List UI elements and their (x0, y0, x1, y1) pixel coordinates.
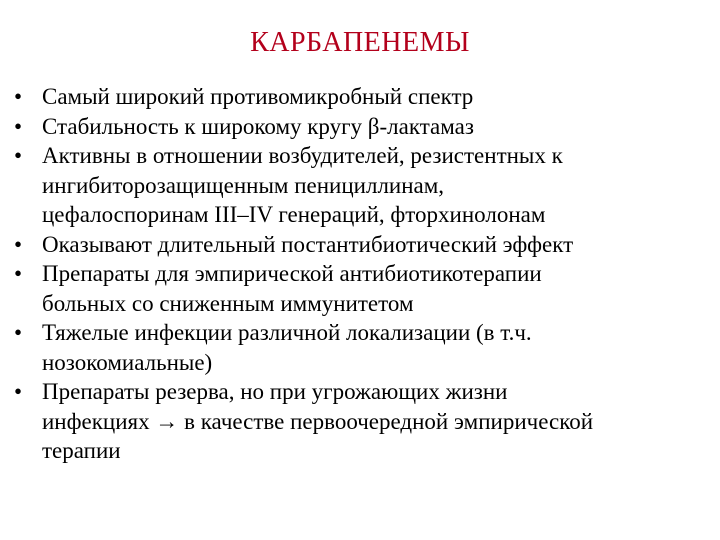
bullet-marker: • (14, 231, 23, 257)
bullet-item (14, 259, 714, 318)
bullet-marker: • (14, 261, 23, 286)
bullet-text: Самый широкий противомикробный спектр (42, 84, 474, 109)
bullet-marker: • (14, 113, 23, 139)
bullet-item (14, 82, 714, 112)
bullet-marker: • (14, 143, 23, 168)
bullet-item (14, 377, 714, 466)
bullet-text: Препараты для эмпирической антибиотикотерапии больных со сниженным иммунитетом (42, 261, 542, 316)
bullet-item (14, 230, 714, 260)
bullet-item (14, 141, 714, 230)
slide-title: КАРБАПЕНЕМЫ (250, 27, 470, 58)
bullet-text: Препараты резерва, но при угрожающих жизни инфекциях → в качестве первоочередной эмпирической терапии (42, 379, 594, 463)
bullet-marker: • (14, 379, 23, 404)
bullet-marker: • (14, 320, 23, 345)
bullet-text: Тяжелые инфекции различной локализации (в т.ч. нозокомиальные) (42, 320, 532, 375)
bullet-text: Оказывают длительный постантибиотический эффект (42, 231, 574, 257)
bullet-item (14, 112, 714, 142)
bullet-list (14, 82, 714, 466)
bullet-marker: • (14, 84, 23, 109)
bullet-text: Активны в отношении возбудителей, резистентных к ингибиторозащищенным пенициллинам, цефалоспоринам III–IV генераций, фторхинолонам (42, 143, 563, 227)
bullet-text: Стабильность к широкому кругу β-лактамаз (42, 113, 474, 139)
bullet-item (14, 318, 714, 377)
